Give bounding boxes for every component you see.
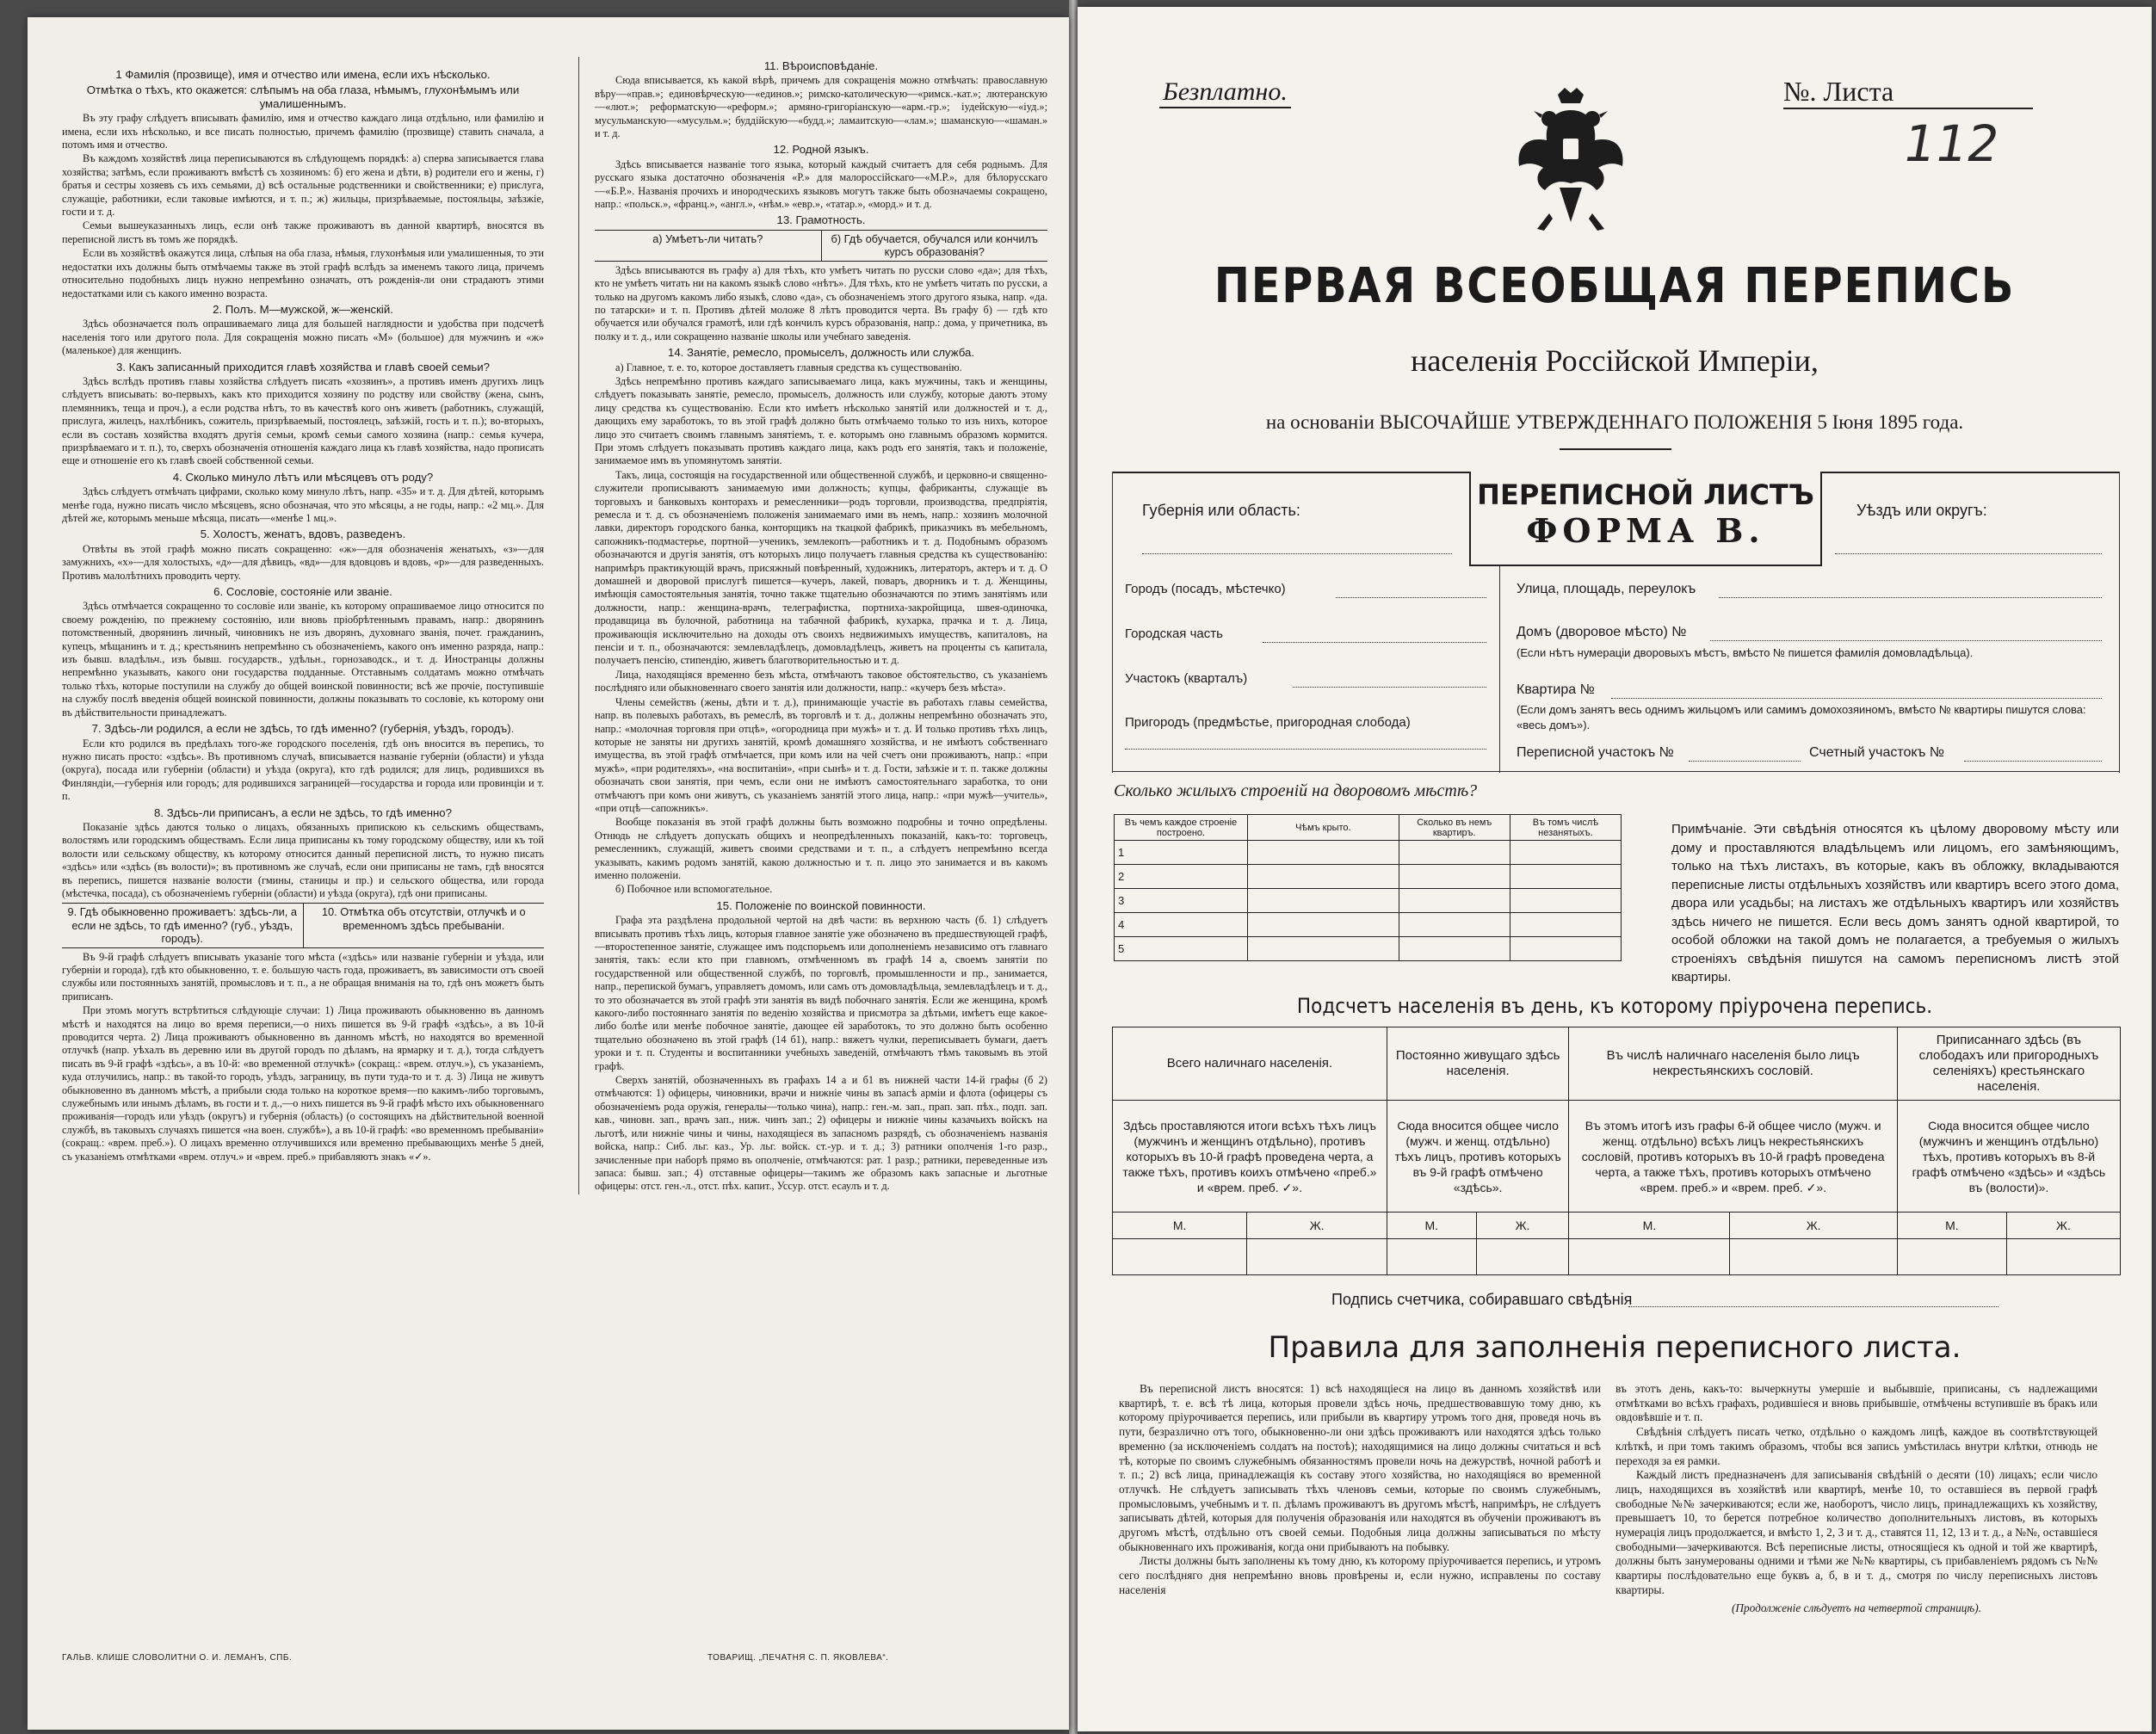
instruction-paragraph: Въ каждомъ хозяйствѣ лица переписываются въ слѣдующемъ порядкѣ: а) сперва записывается глава хозяйства; затѣмъ, если проживаютъ вмѣстѣ съ хозяиномъ: б) его жена и дѣти, в) родители его и жены, г) братья и сестры хозяевъ съ ихъ семьями, д) всѣ остальные родственники и свойственники; е) прислуга, служащіе, работники, если таковые имѣются, и т. п.; ж) жильцы, призрѣваемые, постояльцы, заѣзжіе, гости и т. д. (62, 152, 544, 219)
census-subtitle: населенія Россійской Имперіи, (1411, 343, 1819, 378)
rules-paragraph: Свѣдѣнія слѣдуетъ писать четко, отдѣльно о каждомъ лицѣ, каждое въ соотвѣтствующей клѣткѣ, и при томъ такимъ образомъ, чтобы вся запись умѣстилась внутри клѣтки, отнюдь не переходя за ея рамки. (1615, 1425, 2097, 1467)
city-district-field[interactable] (1263, 642, 1486, 643)
frame-top-right (1822, 472, 2119, 473)
rules-paragraph: Листы должны быть заполнены къ тому дню, къ которому пріурочивается перепись, и утромъ сего послѣдняго дня непремѣнно вновь провѣрены и, если нужно, исправлены по составу населенія (1119, 1554, 1601, 1596)
section-heading: 7. Здѣсь-ли родился, а если не здѣсь, то гдѣ именно? (губернія, уѣздъ, городъ). (91, 722, 515, 736)
section-heading: 6. Сословіе, состояніе или званіе. (213, 585, 392, 599)
city-district-label: Городская часть (1125, 626, 1223, 641)
census-title: ПЕРВАЯ ВСЕОБЩАЯ ПЕРЕПИСЬ (1214, 258, 2016, 314)
entry-cell[interactable] (1569, 1239, 1730, 1275)
sub-question-table (595, 230, 1047, 262)
population-count-table (1112, 1027, 2121, 1275)
pop-header-present: Всего наличнаго населенія. (1113, 1027, 1387, 1101)
table-row[interactable] (1115, 937, 1622, 961)
instruction-paragraph: Отвѣты въ этой графѣ можно писать сокращенно: «ж»—для обозначенія женатыхъ, «з»—для замужнихъ, «х»—для холостыхъ, «д»—для дѣвицъ, «вд»—для вдовцовъ и вдовъ, «р»—для разведенныхъ. Противъ малолѣтнихъ проводить черту. (62, 542, 544, 582)
sub-question-cell: 9. Гдѣ обыкновенно проживаетъ: здѣсь-ли, а если не здѣсь, то гдѣ именно? (губ., уѣздъ, городъ). (67, 905, 297, 946)
house-note: (Если нѣтъ нумераціи дворовыхъ мѣстъ, вмѣсто № пишется фамилія домовладѣльца). (1517, 646, 1974, 659)
instruction-paragraph: При этомъ могутъ встрѣтиться слѣдующіе случаи: 1) Лица проживають обыкновенно въ данномъ мѣстѣ и находятся на лицо во время переписи,—о нихъ пишется въ 9-й графѣ «здѣсь», а въ 10-й проводится черта. 2) Лица проживаютъ обыкновенно въ данномъ мѣстѣ, но находятся во временной отлучкѣ (напр. уѣхалъ въ деревню или въ другой городъ по дѣламъ, на ярмарку и т. д.), тогда слѣдуетъ писать въ 9-й графѣ «здѣсь», а въ 10-й: «во временной отлучкѣ» (сокращ.: «врем. отлуч.»), съ указаніемъ, куда отлучились, напр.: въ такой-то городъ, уѣздъ, заграницу, въ пути туда-то и т. д. 3) Лица не живутъ обыкновенно въ данномъ мѣстѣ, а прибыли сюда только на короткое время—по какимъ-либо торговымъ, служебнымъ или инымъ дѣламъ, въ гости и т. д.,—о нихъ пишется въ 9-й графѣ мѣсто ихъ обыкновеннаго проживанія—городъ или уѣздъ (округъ) и губернія (область) (о состоящихъ на дѣйствительной военной службѣ, въ таковыхъ случаяхъ пишется «на воен. службѣ»), а въ 10-й графѣ: «во временномъ пребываніи» (сокращ.: «врем. преб.»). О лицахъ временно отлучившихся или временно пребывающихъ менѣе 5 дней, съ указаніемъ отмѣтками «врем. отлуч.» и «врем. преб.» прибавляютъ знакъ «✓». (62, 1004, 544, 1163)
section-heading: 15. Положеніе по воинской повинности. (716, 898, 926, 912)
section-heading: 11. Вѣроисповѣданіе. (763, 59, 879, 72)
pop-header-non-peasant: Въ числѣ наличнаго населенія было лицъ некрестьянскихъ сословій. (1569, 1027, 1897, 1101)
population-count-title: Подсчетъ населенія въ день, къ которому пріурочена перепись. (1296, 994, 1933, 1018)
buildings-header-roof: Чѣмъ крыто. (1248, 815, 1399, 841)
frame-bottom (1112, 771, 2119, 772)
entry-cell[interactable] (1387, 1239, 1476, 1275)
gubernia-field[interactable] (1142, 553, 1452, 554)
row-number: 2 (1115, 865, 1248, 889)
flat-label: Квартира № (1517, 682, 1595, 697)
female-label: Ж. (1730, 1213, 1897, 1239)
instruction-paragraph: Здѣсь вписываются въ графу а) для тѣхъ, кто умѣетъ читать по русски слово «да»; для тѣхъ, кто не умѣетъ читать ни на какомъ языкѣ слово «нѣтъ». Для тѣхъ, кто не умѣетъ читать по русски, а только на другомъ какомъ либо языкѣ, слово «да», съ обозначеніемъ этого другого языка, напр. «да. по татарски» и т. п. Противъ дѣтей моложе 8 лѣтъ проводится черта. Въ графу б) — гдѣ кто обучается или обучался грамотѣ, или гдѣ кончилъ курсъ образованія, напр.: дома, у причетника, въ полку и т. д., или сокращенно названіе школы или учебнаго заведенія. (595, 263, 1047, 342)
divider (1560, 448, 1671, 450)
instruction-paragraph: а) Главное, т. е. то, которое доставляетъ главныя средства къ существованію. (615, 361, 962, 373)
pop-header-peasant: Приписаннаго здѣсь (въ слободахъ или пригородныхъ селеніяхъ) крестьянскаго населенія. (1897, 1027, 2120, 1101)
rules-paragraph: въ этотъ день, какъ-то: вычеркнуты умершіе и выбывшіе, приписаны, съ надлежащими отмѣтками во всѣхъ графахъ, родившіеся и вновь прибывшіе, отмѣчены вступившіе въ бракъ или овдовѣвшіе и т. п. (1615, 1382, 2097, 1424)
buildings-remark: Примѣчаніе. Эти свѣдѣнія относятся къ цѣлому дворовому мѣсту или дому и проставляются владѣльцемъ или лицомъ, его замѣняющимъ, только на тѣхъ листахъ, въ которые, какъ въ обложку, вкладываются переписные листы отдѣльныхъ хозяйствъ или квартиръ всего этого дома, двора или усадьбы; на листахъ же отдѣльныхъ квартиръ или хозяйствъ здѣсь ничего не пишется. Если весь домъ занятъ одной квартирой, то особой обложки на такой домъ не полагается, а требуемыя о жилыхъ строеніяхъ свѣдѣнія пишутся на самомъ переписномъ листѣ этой квартиры. (1671, 822, 2119, 984)
sub-question-cell: а) Умѣетъ-ли читать? (652, 231, 763, 245)
section-heading: 2. Полъ. М—мужской, ж—женскій. (213, 302, 393, 316)
census-area-field[interactable] (1689, 761, 1801, 762)
uezd-label: Уѣздъ или округъ: (1856, 502, 1987, 519)
rules-paragraph: Въ переписной листъ вносятся: 1) всѣ находящіеся на лицо въ данномъ хозяйствѣ или квартирѣ, т. е. всѣ тѣ лица, которыя провели здѣсь ночь, предшествовавшую тому дню, къ которому пріурочивается перепись, или прибыли въ квартиру утромъ того дня, проведя ночь въ пути, безразлично отъ того, обыкновенно-ли они здѣсь проживаютъ или находятся здѣсь только временно (за исключеніемъ солдатъ на постоѣ); находящимися на лицо должны считаться и всѣ тѣ, которые по своимъ служебнымъ обязанностямъ провели ночь на дежурствѣ, ночной работѣ и т. п.; 2) всѣ лица, принадлежащія къ составу этого хозяйства, но находящіяся во временной отлучкѣ. Не слѣдуетъ записывать тѣхъ членовъ семьи, которые по своимъ служебнымъ, промысловымъ, учебнымъ и т. п. дѣламъ проживаютъ въ другомъ мѣстѣ, напримѣръ, не слѣдуетъ записывать дѣтей, которыя для полученія образованія или находятся въ обученіи проживаютъ въ другомъ мѣстѣ, отдѣльно отъ своей семьи. Подобныя лица должны записываться по мѣсту обыкновеннаго ихъ проживанія, когда они прибываютъ на побывку. (1119, 1382, 1601, 1553)
pop-sex-row (1113, 1213, 2121, 1239)
enumerator-signature-field[interactable] (1628, 1306, 1998, 1307)
precinct-field[interactable] (1293, 687, 1486, 688)
frame-top-left (1112, 472, 1469, 473)
entry-cell[interactable] (1897, 1239, 2006, 1275)
instruction-paragraph: Въ эту графу слѣдуетъ вписывать фамилію, имя и отчество каждаго лица отдѣльно, или фамилію и имена, если ихъ нѣсколько, и все писать полностью, причемъ фамилію (прозвище) ставить сначала, а потомъ имя и отчество. (62, 112, 544, 151)
rules-title: Правила для заполненія переписного листа. (1268, 1330, 1961, 1365)
buildings-header-material: Въ чемъ каждое строеніе построено. (1115, 815, 1248, 841)
flat-field[interactable] (1611, 698, 2102, 699)
instruction-paragraph: Здѣсь слѣдуетъ отмѣчать цифрами, сколько кому минуло лѣтъ, напр. «35» и т. д. Для дѣтей, которымъ менѣе года, нужно писать число мѣсяцевъ, ясно обозначая, что это мѣсяцы, а не годы, напр.: «2 мц.». Для дѣтей же, которымъ меньше мѣсяца, писать—«менѣе 1 мц.». (62, 485, 544, 524)
instruction-paragraph: Если въ хозяйствѣ окажутся лица, слѣпыя на оба глаза, нѣмыя, глухонѣмыя или умалишенныя, то эти недостатки ихъ должны быть отмѣчаемы также въ этой графѣ вслѣдъ за именемъ такого лица, причемъ относительно подобныхъ лицъ нужно непремѣнно означать, отъ рожденія-ли они страдаютъ этими недостатками или съ какого именно возраста. (62, 247, 544, 299)
count-area-field[interactable] (1964, 761, 2102, 762)
instructions-column-2 (578, 57, 1047, 1194)
right-page-census-form (1078, 7, 2152, 1731)
sub-question-cell: 10. Отмѣтка объ отсутствіи, отлучкѣ и о временномъ здѣсь пребываніи. (303, 904, 545, 947)
instruction-paragraph: Графа эта раздѣлена продольной чертой на двѣ части: въ верхнюю часть (б. 1) слѣдуетъ вписывать противъ тѣхъ лицъ, которыя главное занятіе уже обозначено въ предшествующей графѣ,—второстепенное занятіе, служащее имъ подспорьемъ или дополненіемъ независимо отъ главнаго занятія, такъ: если кто при главномъ, отмѣченномъ въ графѣ 14 а, своемъ занятіи по государственной или общественной службѣ, по торговлѣ, промышленности и пр., занимается, напр., перепиской бумагъ, управляетъ домомъ, или самъ отъ домовладѣльца, землевладѣлецъ и т. д., то это обозначается въ этой графѣ эти занятія въ видѣ побочнаго занятія. Если же женщина, кромѣ какого-либо постояннаго занятія по веденію хозяйства и присмотра за дѣтьми, имѣетъ еще какое-либо болѣе или менѣе побочное занятіе, дающее ей заработокъ, то это должно быть особенно тщательно обозначено въ этой графѣ (14 б1), напр.: вяжетъ чулки, переписываетъ бумаги, даетъ уроки и т. п. Студенты и воспитанники учебныхъ заведеній, отмѣчаютъ тѣмъ таковымъ въ этой графѣ. (595, 914, 1047, 1072)
instruction-paragraph: Семьи вышеуказанныхъ лицъ, если онѣ также проживаютъ въ данной квартирѣ, вносятся въ переписной листъ въ томъ же порядкѣ. (62, 219, 544, 245)
form-letter: ФОРМА В. (1526, 511, 1765, 550)
male-label: М. (1569, 1213, 1730, 1239)
uezd-field[interactable] (1835, 553, 2102, 554)
frame-left (1112, 472, 1113, 773)
instruction-paragraph: Здѣсь отмѣчается сокращенно то сословіе или званіе, къ которому опрашиваемое лицо относится по своему рожденію, по прежнему состоянію, или вновь пріобрѣтеннымъ правамъ, напр.: дворянинъ потомственный, дворянинъ личный, чиновникъ не изъ дворянъ, духовнаго званія, почет. гражданинъ, купецъ, мѣщанинъ и т. д.; крестьянинъ непремѣнно съ обозначеніемъ, какого онъ именно разряда, напр.: изъ бывш. владѣльч., изъ бывш. государств., удѣльн., горнозаводск., и т. д. Иностранцы должны непремѣнно указывать, какого они государства подданные. Отставнымъ солдатамъ можно отмѣчать только тѣхъ, которые поступили на службу до общей воинской повинности; всѣ же прочіе, поступившіе на службу послѣ введенія общей воинской повинности, должны показывать то сословіе, къ которому они въ дѣйствительности принадлежатъ. (62, 600, 544, 719)
house-field[interactable] (1710, 640, 2102, 641)
frame-right (2119, 472, 2120, 773)
entry-cell[interactable] (1476, 1239, 1569, 1275)
section-heading: 1 Фамилія (прозвище), имя и отчество или имена, если ихъ нѣсколько. (115, 68, 491, 81)
form-designation-box (1469, 472, 1822, 566)
buildings-table (1114, 814, 1622, 961)
pop-entry-row[interactable] (1113, 1239, 2121, 1275)
instruction-paragraph: Такъ, лица, состоящія на государственной или общественной службѣ, и церковно-и священно-служители прописываютъ занимаемую ими должность; купцы, фабриканты, служащіе въ торговыхъ и банковыхъ конторахъ и ремесленники—родъ торговли, производства, предпріятія, ремесла и т. д. съ обозначеніемъ положенія занимаемаго ими въ немъ, напр.: хозяинъ молочной лавки, директоръ городского банка, конторщикъ на ткацкой фабрикѣ, приказчикъ въ мебельномъ, сапожникъ-подмастерье, портной—ученикъ, землекопъ—работникъ и т. д. Подобнымъ образомъ обозначаются и другія занятія, отъ которыхъ лицо получаетъ главныя средства къ существованію: напримѣръ практикующій врачъ, присяжный повѣренный, художникъ, литераторъ, актеръ и т. д. О домашней и дворовой прислугѣ пишется—кучеръ, лакей, поваръ, дворникъ и т. д. Женщины, имѣющія самостоятельныя занятія, точно также тщательно обозначаются по этимъ занятіямъ или должности, напр.: женщина-врачъ, телеграфистка, портниха-закройщица, швея-одиночка, продавщица въ булочной, работница на табачной фабрикѣ, кухарка, прачка и т. д. Лица, проживающія исключительно на доходы отъ своихъ недвижимыхъ имуществъ, капиталовъ, на пенсіи и т. п., обозначаются: землевладѣлецъ, домовладѣлецъ, живетъ на проценты съ капитала, получаетъ пенсію, стипендію, живетъ благотворительностью и т. д. (595, 468, 1047, 667)
house-label: Домъ (дворовое мѣсто) № (1517, 625, 1687, 639)
form-name: ПЕРЕПИСНОЙ ЛИСТЪ (1477, 478, 1814, 511)
pop-header-permanent: Постоянно живущаго здѣсь населенія. (1387, 1027, 1569, 1101)
instruction-paragraph: Здѣсь непремѣнно противъ каждаго записываемаго лица, какъ мужчины, такъ и женщины, слѣдуетъ показывать занятіе, ремесло, промыселъ, должность или службу, которые даютъ этому лицу средства къ существованію. Если кто имѣетъ нѣсколько занятій или должностей и т. д., дающихъ ему заработокъ, то въ этой графѣ должно быть отмѣчаемо только то изъ нихъ, которое лицо это считаетъ своимъ главнымъ занятіемъ, т. е. которымъ оно главнымъ образомъ кормится. При этомъ слѣдуетъ показывать противъ каждаго лица, какъ родъ его занятія, такъ и положеніе, занимаемое имъ въ упомянутомъ занятіи. (595, 374, 1047, 467)
instruction-paragraph: Вообще показанія въ этой графѣ должны быть возможно подробны и точно опредѣлены. Отнюдь не слѣдуетъ допускать общихъ и неопредѣленныхъ показаній, какъ-то: торговецъ, ремесленникъ, служащій, живетъ своими средствами и т. п., а слѣдуетъ непремѣнно всегда указывать, какимъ родомъ занятій, какою должностью и т. п. лицо это занимается и въ какомъ именно положеніи. (595, 816, 1047, 881)
section-heading: 8. Здѣсь-ли приписанъ, а если не здѣсь, то гдѣ именно? (154, 805, 452, 819)
section-heading: 13. Грамотность. (776, 213, 866, 227)
suburb-label: Пригородъ (предмѣстье, пригородная слобода) (1125, 715, 1411, 730)
legal-basis: на основаніи ВЫСОЧАЙШЕ УТВЕРЖДЕННАГО ПОЛОЖЕНІЯ 5 Іюня 1895 года. (1265, 411, 1964, 433)
male-label: М. (1897, 1213, 2006, 1239)
instruction-paragraph: Если кто родился въ предѣлахъ того-же городского поселенія, гдѣ онъ вносится въ перепись, то нужно писать просто: «здѣсь». Въ противномъ случаѣ, вписывается названіе губерніи (области) и уѣзда (округа), посада или губерніи (области) и уѣзда (округа), кто гдѣ родился; для лицъ, родившихся въ Финляндіи,—губернія или городъ; для родившихся заграницей—государства и города или провинціи и т. п. (62, 737, 544, 803)
buildings-question: Сколько жилыхъ строеній на дворовомъ мѣстѣ? (1114, 781, 1478, 800)
male-label: М. (1113, 1213, 1247, 1239)
instruction-paragraph: Сюда вписывается, къ какой вѣрѣ, причемъ для сокращенія можно отмѣчать: православную вѣру—«прав.»; единовѣрческую—«единов.»; римско-католическую—«римск.-кат.»; лютеранскую—«лют.»; реформатскую—«реформ.»; армяно-григоріанскую—«арм.-гр.»; іудейскую—«іуд.»; мусульманскую—«мусульм.»; буддійскую—«будд.»; ламаитскую—«лам.»; шаманскую—«шаман.» и т. д. (595, 74, 1047, 140)
double-headed-eagle-emblem (1515, 84, 1627, 239)
suburb-field[interactable] (1125, 749, 1486, 750)
city-field[interactable] (1336, 597, 1486, 598)
table-row[interactable] (1115, 889, 1622, 913)
street-label: Улица, площадь, переулокъ (1517, 582, 1696, 596)
free-of-charge-label: Безплатно. (1159, 77, 1291, 108)
table-row[interactable] (1115, 865, 1622, 889)
page-gutter (1069, 0, 1078, 1734)
entry-cell[interactable] (2006, 1239, 2120, 1275)
enumerator-signature-label: Подпись счетчика, собиравшаго свѣдѣнія (1331, 1291, 1633, 1308)
precinct-label: Участокъ (кварталъ) (1125, 671, 1248, 686)
rules-column-1 (1119, 1382, 1601, 1598)
sub-question-cell: б) Гдѣ обучается, обучался или кончилъ курсъ образованія? (821, 231, 1048, 261)
instruction-paragraph: б) Побочное или вспомогательное. (615, 883, 773, 896)
entry-cell[interactable] (1113, 1239, 1247, 1275)
section-heading: 5. Холостъ, женатъ, вдовъ, разведенъ. (200, 528, 406, 541)
count-area-label: Счетный участокъ № (1809, 745, 1945, 760)
pop-explain-permanent: Сюда вносится общее число (мужч. и женщ. отдѣльно) тѣхъ лицъ, противъ которыхъ въ 9-й графѣ отмѣчено «здѣсь». (1387, 1101, 1569, 1213)
instructions-column-1 (62, 65, 544, 1164)
female-label: Ж. (1476, 1213, 1569, 1239)
female-label: Ж. (1247, 1213, 1387, 1239)
pop-explanation-row (1113, 1101, 2121, 1213)
entry-cell[interactable] (1730, 1239, 1897, 1275)
buildings-header-flats: Сколько въ немъ квартиръ. (1399, 815, 1510, 841)
instruction-paragraph: Здѣсь обозначается полъ опрашиваемаго лица для большей наглядности и удобства при подсчетѣ населенія того или другого пола. Для сокращенія можно писать «М» (большое) для мужчинъ и «ж» (маленькое) для женщинъ. (62, 318, 544, 357)
gubernia-label: Губернія или область: (1142, 502, 1300, 519)
entry-cell[interactable] (1247, 1239, 1387, 1275)
instruction-paragraph: Въ 9-й графѣ слѣдуетъ вписывать указаніе того мѣста («здѣсь» или названіе губерніи и уѣзда, или губерніи и города), гдѣ кто обыкновенно, т. е. большую часть года, проживаетъ, въ зависимости отъ своей службы или постоянныхъ занятій, промысловъ и т. п., а не обращая вниманія на то, гдѣ онъ можетъ быть приписанъ. (62, 950, 544, 1003)
instruction-paragraph: Здѣсь вписывается названіе того языка, который каждый считаетъ для себя роднымъ. Для русскаго языка достаточно обозначенія «Р.» для малороссійскаго—«М.Р.», для бѣлорусскаго—«Б.Р.». Названія прочихъ и инородческихъ языковъ могутъ также быть обозначаемы сокращено, напр.: «польск.», «франц.», «англ.», «нѣм.» «евр.», «татар.», «морд.» и т. д. (595, 157, 1047, 211)
pop-header-row (1113, 1027, 2121, 1101)
pop-explain-peasant: Сюда вносится общее число (мужчинъ и женщинъ отдѣльно) тѣхъ, противъ которыхъ въ 8-й графѣ отмѣчено «здѣсь» и «здѣсь въ (волости)». (1897, 1101, 2120, 1213)
male-label: М. (1387, 1213, 1476, 1239)
street-field[interactable] (1719, 597, 2102, 598)
section-heading: 3. Какъ записанный приходится главѣ хозяйства и главѣ своей семьи? (116, 360, 490, 373)
flat-note: (Если домъ занятъ весь однимъ жильцомъ или самимъ домохозяиномъ, вмѣсто № квартиры пишутся слова: «весь домъ»). (1517, 703, 2086, 731)
row-number: 3 (1115, 889, 1248, 913)
row-number: 4 (1115, 913, 1248, 937)
row-number: 5 (1115, 937, 1248, 961)
buildings-header-vacant: Въ томъ числѣ незанятыхъ. (1510, 815, 1621, 841)
rules-column-2 (1615, 1382, 2097, 1615)
printer-imprint-right: ТОВАРИЩ. „ПЕЧАТНЯ С. П. ЯКОВЛЕВА“. (707, 1653, 889, 1663)
buildings-header-row (1115, 815, 1622, 841)
section-heading: Отмѣтка о тѣхъ, кто окажется: слѣпымъ на оба глаза, нѣмымъ, глухонѣмымъ или умалишеннымъ. (86, 83, 520, 110)
table-row[interactable] (1115, 913, 1622, 937)
census-area-label: Переписной участокъ № (1517, 745, 1674, 760)
city-label: Городъ (посадъ, мѣстечко) (1125, 582, 1286, 596)
table-row[interactable] (1115, 841, 1622, 865)
continued-note: (Продолженіе слѣдуетъ на четвертой страницѣ). (1731, 1601, 1982, 1614)
pop-explain-present: Здѣсь проставляются итоги всѣхъ тѣхъ лицъ (мужчинъ и женщинъ отдѣльно), противъ которыхъ въ 10-й графѣ проведена черта, а также тѣхъ, противъ коихъ отмѣчено «преб.» и «врем. преб. ✓». (1113, 1101, 1387, 1213)
section-heading: 4. Сколько минуло лѣтъ или мѣсяцевъ отъ роду? (172, 470, 434, 484)
instruction-paragraph: Лица, находящіяся временно безъ мѣста, отмѣчаютъ таковое обстоятельство, съ указаніемъ послѣдняго или обыкновеннаго своего занятія или должности, напр.: «кучеръ безъ мѣста». (595, 668, 1047, 694)
instruction-paragraph: Здѣсь вслѣдъ противъ главы хозяйства слѣдуетъ писать «хозяинъ», а противъ именъ другихъ лицъ слѣдуетъ вписывать: во-первыхъ, какъ кто приходится хозяину по родству или свойству (жена, сынъ, племянникъ, теща и проч.), а если родства нѣтъ, то въ качествѣ кого онъ живетъ (работникъ, служащій, прислуга, жилецъ, нахлѣбникъ, сожитель, призрѣваемый, постоялецъ, заѣзжій, гость и т. п.); во-вторыхъ, если въ составъ хозяйства входятъ другія семьи, кромѣ семьи самого хозяина (напр.: семья кучера, призрѣваемаго и т. п.), то, сверхъ обозначенія отношенія каждаго лица къ главѣ хозяйства, надо прописать еще и отношеніе его къ главѣ своей собственной семьи. (62, 374, 544, 467)
frame-middle (1499, 566, 1500, 773)
section-heading: 14. Занятіе, ремесло, промыселъ, должность или служба. (667, 346, 974, 360)
left-page-instructions (28, 17, 1069, 1730)
female-label: Ж. (2006, 1213, 2120, 1239)
printer-imprint-left: ГАЛЬВ. КЛИШЕ СЛОВОЛИТНИ О. И. ЛЕМАНЪ, СПБ. (62, 1653, 293, 1663)
sheet-number-handwritten: 112 (1899, 114, 2005, 173)
instruction-paragraph: Сверхъ занятій, обозначенныхъ въ графахъ 14 а и б1 въ нижней части 14-й графы (б 2) отмѣчаются: 1) офицеры, чиновники, врачи и нижніе чины въ запасѣ арміи и флота (офицеры съ обозначеніемъ рода оружія, генералы—только чина), напр.: ген.-м. зап., прап. зап. пѣх., подп. зап. кав., чиновн. зап., врачъ зап., ниж. чинъ зап.; 2) офицеры и нижніе чины казачьихъ войскъ на льготѣ, или нижніе чины и чины, находящіеся въ запасномъ разрядѣ, съ обозначеніемъ названія войска, напр.: Сиб. льг. каз., Ур. льг. войск. ст.-ур. и т. д.; 3) ратники ополченія 1-го разр., зачисленные при наборѣ прямо въ ополченіе, отмѣчаются: рат. 1 разр.; ратники, переведенные изъ запаса: бывш. зап.; 4) отставные офицеры—такимъ же образомъ какъ запасные и льготные офицеры: отст. ген.-л., отст. пѣх. капит., Уссур. отст. есаулъ и т. д. (595, 1074, 1047, 1193)
instruction-paragraph: Показаніе здѣсь даются только о лицахъ, обязанныхъ припискою къ сельскимъ обществамъ, волостямъ или городскимъ обществамъ. Если лица приписаны къ тому городскому обществу, или къ той волости или сельскому обществу, къ которому относится данный переписной листъ, то нужно писать «здѣсь» или «здѣсь (въ волости)»; въ противномъ же случаѣ, если они приписаны не тамъ, гдѣ вносятся въ перепись, пишется названіе волости (гмины, станицы и пр.) и сельского общества, или города (мѣстечка, посада), съ обозначеніемъ губерніи (области) и уѣзда (округа), гдѣ они приписаны. (62, 820, 544, 899)
pop-explain-non-peasant: Въ этомъ итогѣ изъ графы 6-й общее число (мужч. и женщ. отдѣльно) всѣхъ лицъ некрестьянскихъ сословій, противъ которыхъ въ 10-й графѣ проведена черта, а также тѣхъ, противъ которыхъ отмѣчено «врем. преб.» и «врем. преб. ✓». (1569, 1101, 1897, 1213)
section-heading: 12. Родной языкъ. (773, 143, 869, 157)
row-number: 1 (1115, 841, 1248, 865)
rules-paragraph: Каждый листъ предназначенъ для записыванія свѣдѣній о десяти (10) лицахъ; если число лицъ, находящихся въ хозяйствѣ или квартирѣ, менѣе 10, то оставшіеся въ первой графѣ свободные №№ зачеркиваются; если же, наоборотъ, число лицъ, принадлежащихъ къ хозяйству, превышаетъ 10, то берется потребное количество дополнительныхъ листовъ, въ которыхъ нумерація лицъ продолжается, и вмѣсто 1, 2, 3 и т. д., ставятся 11, 12, 13 и т. д., а №№, оставшіеся свободными—зачеркиваются. Всѣ переписные листы, относящіеся къ одной и той же квартирѣ, должны быть занумерованы одними и тѣми же №№ квартиры, съ прибавленіемъ рядомъ съ №№ квартиры послѣдовательно еще буквъ а, б, в и т. д., смотря по числу переписныхъ листовъ квартиры. (1615, 1468, 2097, 1596)
sheet-number-label: №. Листа (1783, 76, 2033, 109)
sub-question-table (62, 903, 544, 947)
instruction-paragraph: Члены семействъ (жены, дѣти и т. д.), принимающіе участіе въ работахъ главы семейства, напр. въ полевыхъ работахъ, въ ремеслѣ, въ торговлѣ и т. д., должны непремѣнно обозначать это, напр.: «молочная торговля при отцѣ», «огородница при мужѣ» и т. д. И только противъ тѣхъ лицъ, которые не заняты ни другихъ занятій, кромѣ домашняго хозяйства, и не имѣютъ собственнаго имущества, въ этой графѣ отмѣчается, при комъ или на чей счетъ они проживаютъ, напр.: «при мужѣ», «при родителяхъ», «на воспитаніи», «при сынѣ» и т. д. Гости, заѣзжіе и т. п. также должны обозначать свои занятія, при чемъ, если они не имѣютъ самостоятельнаго заработка, то они отмѣчаютъ при комъ они живутъ, съ указаніемъ занятій этого лица, напр.: «при мужѣ—учитель», «при отцѣ—сапожникъ». (595, 695, 1047, 814)
